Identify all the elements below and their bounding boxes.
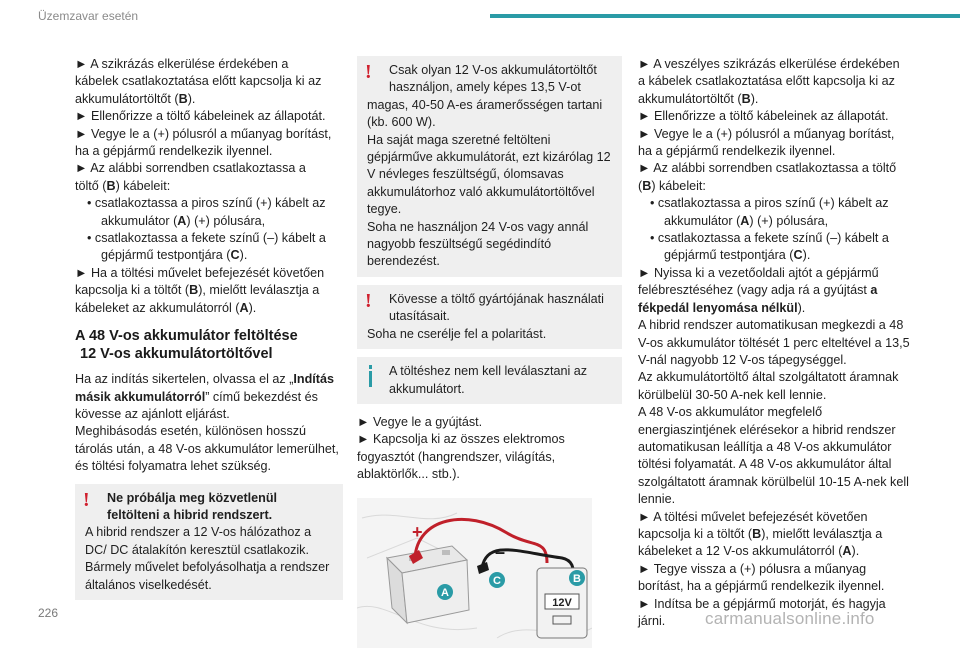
info-icon [369, 365, 372, 387]
text-line: ► Ha a töltési művelet befejezését követően [75, 265, 325, 280]
warning-text: magas, 40-50 A-es áramerősségen tartani (kb. 600 W). [367, 97, 603, 130]
paragraph: A 48 V-os akkumulátor megfelelő energiaszintjének elérésekor a hibrid rendszer automatikusan leállítja a 48 V-os akkumulátor töltési folyamatát. A 48 V-os akkumulátor által szolgáltatott áramnak körülbelül 10-15 A-nek kell lennie. [638, 405, 909, 507]
page-header-title: Üzemzavar esetén [38, 9, 139, 23]
text-line: • csatlakoztassa a piros színű (+) kábelt az [650, 196, 889, 211]
battery-charger-diagram [357, 498, 592, 648]
text-line: akkumulátor (A) (+) pólusára, [101, 213, 266, 228]
warning-box [357, 56, 622, 277]
battery-icon [387, 546, 469, 623]
info-text: A töltéshez nem kell leválasztani az akkumulátort. [389, 364, 588, 396]
text-line: ► Ellenőrizze a töltő kábeleinek az állapotát. [75, 109, 326, 124]
text-line: ► A szikrázás elkerülése érdekében a [75, 57, 289, 71]
svg-text:+: + [412, 521, 423, 542]
label-c-marker [489, 572, 505, 588]
text-line: gépjármű testpontjára (C). [101, 248, 248, 263]
text-line: akkumulátor (A) (+) pólusára, [664, 213, 829, 228]
text-line: (B) kábeleit: [638, 178, 706, 193]
svg-text:A: A [441, 586, 449, 599]
text-line: töltő (B) kábeleit: [75, 178, 171, 193]
text-line: kábelek csatlakoztatása előtt kapcsolja ki az [75, 74, 322, 89]
section-heading: A 48 V-os akkumulátor feltöltése 12 V-os akkumulátortöltővel [75, 328, 298, 363]
text-line: ► A veszélyes szikrázás elkerülése érdekében [638, 57, 900, 71]
text-line: kábeleket az akkumulátorról (A). [75, 300, 257, 315]
warning-box [357, 285, 622, 349]
paragraph: ► Tegye vissza a (+) pólusra a műanyag borítást, ha a gépjármű rendelkezik ilyennel. [638, 561, 885, 594]
column-left [75, 56, 343, 608]
svg-text:B: B [573, 572, 581, 585]
charging-illustration [357, 498, 592, 648]
watermark: carmanualsonline.info [705, 609, 875, 628]
text-line: felébresztéséhez (vagy adja rá a gyújtást a [638, 283, 878, 298]
text-line: ► Az alábbi sorrendben csatlakoztassa a [75, 161, 306, 176]
info-box [357, 357, 622, 404]
paragraph: Ha az indítás sikertelen, olvassa el az „Indítás másik akkumulátorról” című bekezdést és kövesse az ajánlott eljárást. [75, 372, 334, 421]
warning-box [75, 484, 343, 600]
warning-text: Csak olyan 12 V-os akkumulátortöltőt használjon, amely képes 13,5 V-ot [389, 63, 597, 95]
text-line: ► Az alábbi sorrendben csatlakoztassa a töltő [638, 161, 897, 176]
text-line: akkumulátortöltőt (B). [75, 91, 196, 106]
text-line: • csatlakoztassa a piros színű (+) kábelt az [87, 196, 326, 211]
text-line: a kábelek csatlakoztatása előtt kapcsolja ki az [638, 74, 895, 89]
warning-text: A hibrid rendszer a 12 V-os hálózathoz a DC/ DC átalakítón keresztül csatlakozik. Bármely művelet befolyásolhatja a rendszer általános viselkedését. [85, 525, 330, 592]
svg-text:C: C [493, 574, 501, 587]
warning-text: Kövesse a töltő gyártójának használati utasításait. [389, 291, 604, 324]
warning-icon: ! [83, 488, 90, 511]
label-b-marker [569, 570, 585, 586]
text-line: ► Vegye le a (+) pólusról a műanyag borítást, [638, 126, 895, 141]
text-line: ► Vegye le a (+) pólusról a műanyag borítást, [75, 126, 332, 141]
header-accent-bar [490, 14, 960, 18]
text-line: • csatlakoztassa a fekete színű (–) kábelt a [87, 231, 326, 246]
paragraph: A hibrid rendszer automatikusan megkezdi a 48 V-os akkumulátor töltését 1 perc elteltével a 13,5 V-nál nagyobb 12 V-os tápegységgel. [638, 318, 910, 367]
warning-icon: ! [365, 289, 372, 312]
warning-text: Soha ne használjon 24 V-os vagy annál nagyobb feszültségű segédindító berendezést. [367, 219, 589, 269]
step-line: ► Vegye le a gyújtást. [357, 414, 483, 429]
paragraph: ► Indítsa be a gépjármű motorját, és hagyja járni. [638, 596, 886, 628]
text-line: ha a gépjármű rendelkezik ilyennel. [75, 144, 273, 159]
text-line: kapcsolja ki a töltőt (B), mielőtt leválasztja a [638, 526, 883, 541]
paragraph: Az akkumulátortöltő által szolgáltatott áramnak körülbelül 30-50 A-nek kell lennie. [638, 370, 899, 402]
text-line: • csatlakoztassa a fekete színű (–) kábelt a [650, 231, 889, 246]
warning-text: Ha saját maga szeretné feltölteni gépjárműve akkumulátorát, ezt kizárólag 12 V névleges feszültségű, ólomsavas akkumulátorhoz való akkumulátortöltővel tegye. [367, 132, 611, 217]
paragraph: Meghibásodás esetén, különösen hosszú tárolás után, a 48 V-os akkumulátor lemerülhet, és töltési folyamatra lehet szükség. [75, 424, 339, 474]
warning-icon: ! [365, 61, 372, 83]
page-number: 226 [38, 606, 59, 620]
text-line: ► A töltési művelet befejezését követően [638, 509, 868, 524]
text-line: kapcsolja ki a töltőt (B), mielőtt leválasztja a [75, 283, 320, 298]
text-line: fékpedál lenyomása nélkül). [638, 300, 806, 315]
svg-text:12V: 12V [552, 596, 572, 609]
warning-text: Soha ne cserélje fel a polaritást. [367, 326, 547, 341]
svg-text:–: – [495, 541, 506, 562]
text-line: gépjármű testpontjára (C). [664, 248, 811, 263]
column-right [638, 56, 913, 630]
text-line: ► Nyissa ki a vezetőoldali ajtót a gépjármű [638, 265, 879, 280]
label-a-marker [437, 584, 453, 600]
warning-title: Ne próbálja meg közvetlenül feltölteni a hibrid rendszert. [107, 490, 278, 522]
text-line: ha a gépjármű rendelkezik ilyennel. [638, 144, 836, 159]
text-line: kábeleket a 12 V-os akkumulátorról (A). [638, 544, 860, 559]
text-line: akkumulátortöltőt (B). [638, 91, 759, 106]
column-middle [357, 56, 622, 648]
text-line: ► Ellenőrizze a töltő kábeleinek az állapotát. [638, 109, 889, 124]
step-line: ► Kapcsolja ki az összes elektromos fogyasztót (hangrendszer, világítás, ablaktörlők... stb.). [357, 432, 565, 482]
